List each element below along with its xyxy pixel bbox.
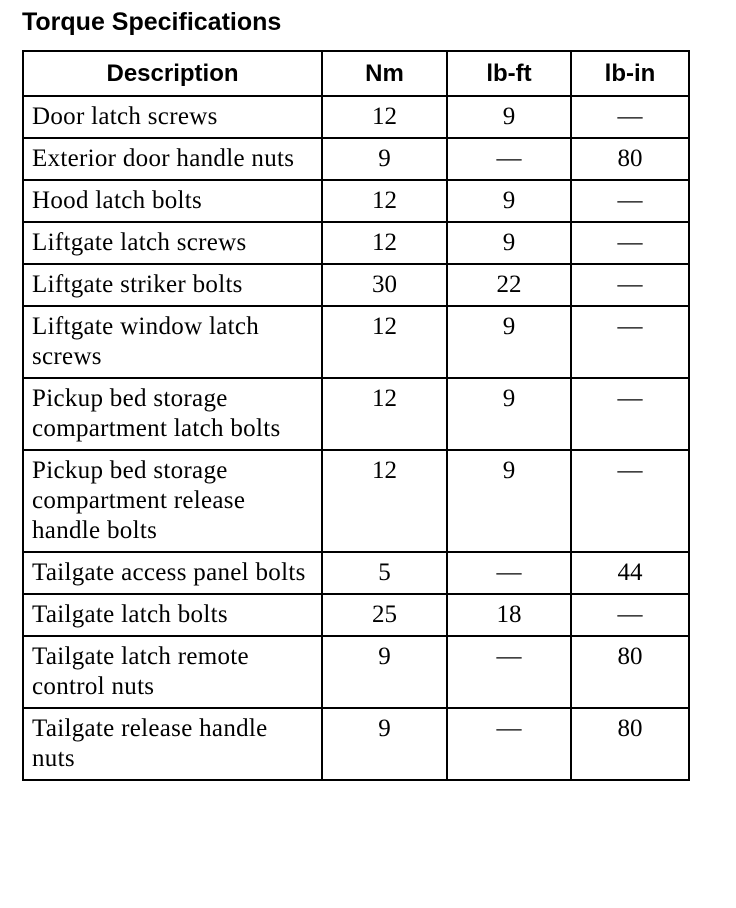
- header-description: Description: [23, 51, 322, 96]
- cell-nm: 9: [322, 708, 447, 780]
- cell-description: Liftgate window latch screws: [23, 306, 322, 378]
- table-row: [23, 180, 689, 222]
- cell-lb-ft: 22: [447, 264, 571, 306]
- cell-lb-ft: —: [447, 552, 571, 594]
- cell-description: Pickup bed storage compartment release handle bolts: [23, 450, 322, 552]
- torque-spec-table: [22, 50, 690, 781]
- table-row: [23, 264, 689, 306]
- cell-nm: 5: [322, 552, 447, 594]
- cell-lb-in: —: [571, 96, 689, 138]
- cell-lb-ft: —: [447, 138, 571, 180]
- table-row: [23, 222, 689, 264]
- cell-description: Exterior door handle nuts: [23, 138, 322, 180]
- header-nm: Nm: [322, 51, 447, 96]
- table-row: [23, 450, 689, 552]
- cell-description: Pickup bed storage compartment latch bolts: [23, 378, 322, 450]
- cell-lb-ft: 9: [447, 96, 571, 138]
- cell-nm: 12: [322, 180, 447, 222]
- cell-lb-ft: —: [447, 636, 571, 708]
- cell-nm: 12: [322, 96, 447, 138]
- cell-lb-ft: 18: [447, 594, 571, 636]
- table-row: [23, 378, 689, 450]
- cell-lb-in: 80: [571, 708, 689, 780]
- cell-nm: 9: [322, 138, 447, 180]
- cell-nm: 12: [322, 378, 447, 450]
- page-title: Torque Specifications: [22, 8, 282, 36]
- cell-lb-in: —: [571, 180, 689, 222]
- table-row: [23, 306, 689, 378]
- cell-description: Hood latch bolts: [23, 180, 322, 222]
- cell-lb-in: —: [571, 450, 689, 552]
- cell-lb-in: —: [571, 222, 689, 264]
- cell-nm: 30: [322, 264, 447, 306]
- header-lb-in: lb-in: [571, 51, 689, 96]
- table-row: [23, 708, 689, 780]
- cell-nm: 25: [322, 594, 447, 636]
- cell-lb-ft: 9: [447, 222, 571, 264]
- cell-lb-in: —: [571, 594, 689, 636]
- cell-description: Tailgate release handle nuts: [23, 708, 322, 780]
- header-lb-ft: lb-ft: [447, 51, 571, 96]
- table-row: [23, 594, 689, 636]
- cell-lb-ft: 9: [447, 450, 571, 552]
- cell-lb-ft: 9: [447, 306, 571, 378]
- cell-lb-ft: 9: [447, 180, 571, 222]
- cell-lb-in: 80: [571, 636, 689, 708]
- table-row: [23, 636, 689, 708]
- table-row: [23, 552, 689, 594]
- cell-description: Liftgate latch screws: [23, 222, 322, 264]
- cell-lb-in: 44: [571, 552, 689, 594]
- cell-description: Tailgate latch bolts: [23, 594, 322, 636]
- cell-description: Door latch screws: [23, 96, 322, 138]
- cell-nm: 12: [322, 450, 447, 552]
- table-row: [23, 96, 689, 138]
- cell-description: Liftgate striker bolts: [23, 264, 322, 306]
- cell-description: Tailgate latch remote control nuts: [23, 636, 322, 708]
- table-row: [23, 138, 689, 180]
- cell-lb-ft: —: [447, 708, 571, 780]
- cell-description: Tailgate access panel bolts: [23, 552, 322, 594]
- cell-nm: 9: [322, 636, 447, 708]
- cell-lb-in: 80: [571, 138, 689, 180]
- cell-lb-ft: 9: [447, 378, 571, 450]
- table-header-row: [23, 51, 689, 96]
- cell-nm: 12: [322, 222, 447, 264]
- cell-nm: 12: [322, 306, 447, 378]
- cell-lb-in: —: [571, 378, 689, 450]
- cell-lb-in: —: [571, 264, 689, 306]
- cell-lb-in: —: [571, 306, 689, 378]
